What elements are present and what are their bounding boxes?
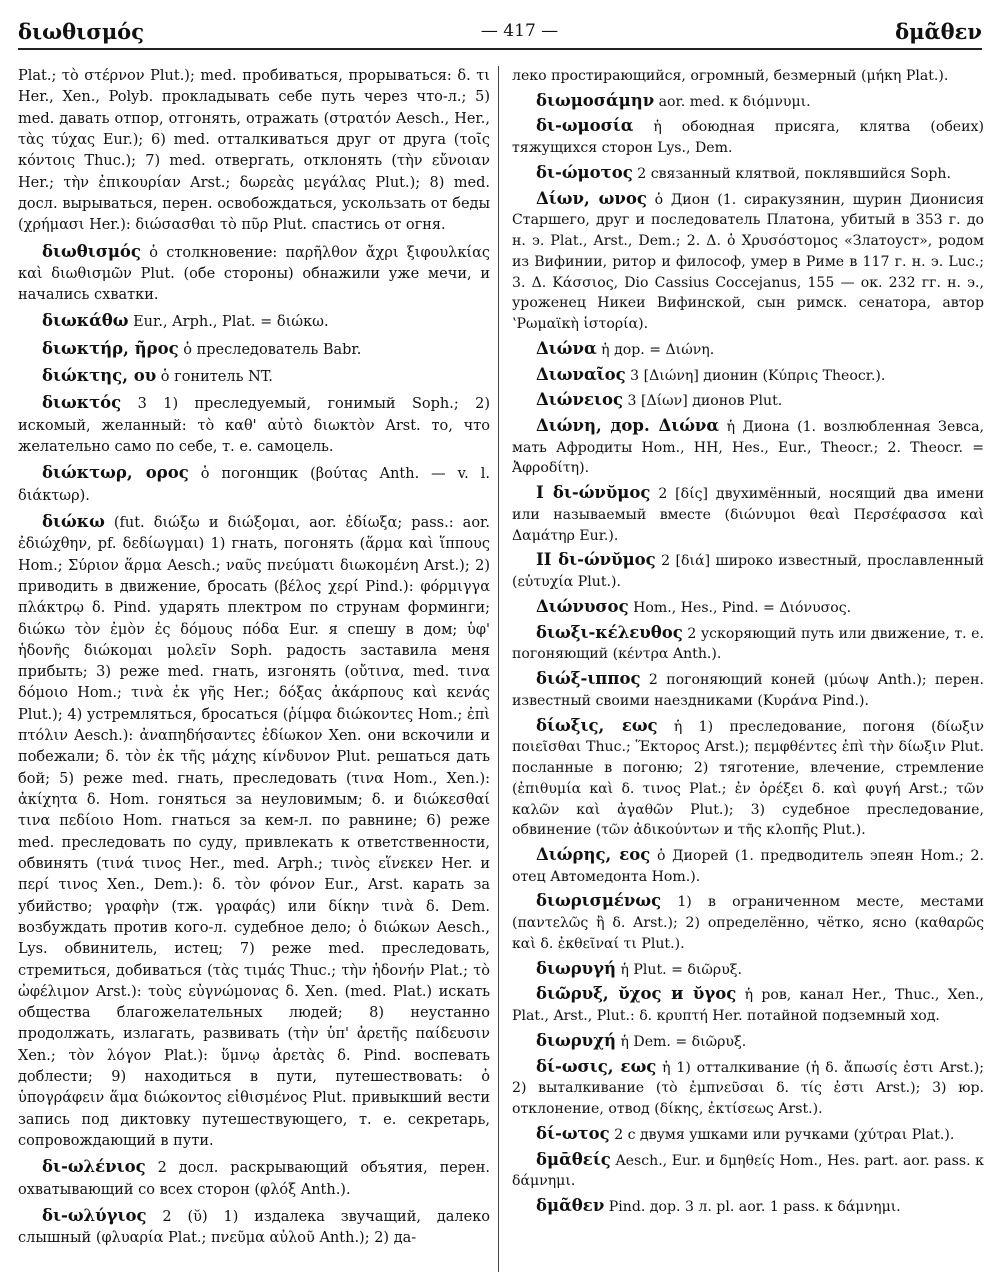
entry-text: 1) в ограниченном месте, местами (παντελῶς ἢ δ. Arst.); 2) определённо, чётко, ясно (καθαρῶς καὶ δ. ἐκθεῖναί τι Plut.).: [512, 894, 984, 952]
entry-text: ἡ обоюдная присяга, клятва (обеих) тяжущихся сторон Lys., Dem.: [512, 119, 984, 157]
entry-headword: διώκτης, ου: [42, 366, 157, 386]
entry-text: ἡ дор. = Διώνη.: [601, 341, 715, 358]
entry-text: Pind. дор. 3 л. pl. aor. 1 pass. к δάμνημι.: [608, 1198, 901, 1215]
entry-headword: I δι-ώνῠμος: [536, 483, 651, 503]
entry-headword: Διώνη, дор. Διώνα: [536, 416, 720, 436]
running-head-left: διωθισμός: [18, 18, 144, 44]
dictionary-entry: [512, 339, 984, 361]
entry-text: 2 ускоряющий путь или движение, т. е. погоняющий (κέντρα Anth.).: [512, 625, 984, 663]
entry-text: ἡ Dem. = διῶρυξ.: [620, 1033, 747, 1050]
dictionary-entry: [512, 365, 984, 387]
dictionary-entry: [512, 390, 984, 412]
entry-headword: δι-ώμοτος: [536, 162, 633, 182]
entry-text: ὁ погонщик (βούτας Anth. — v. l. διάκτωρ).: [18, 466, 490, 504]
entry-text: 3 [Δίων] дионов Plut.: [627, 393, 783, 410]
entry-text: ἡ ров, канал Her., Thuc., Xen., Plat., Arst., Plut.: δ. κρυπτή Her. потайной подземный ход.: [512, 987, 984, 1025]
entry-headword: Διώρης, εος: [536, 844, 651, 864]
right-column: [512, 66, 984, 1278]
entry-headword: διῶρυξ, ῠχος и ῠγος: [536, 984, 737, 1004]
dictionary-entry: [18, 338, 490, 361]
entry-text: Eur., Arph., Plat. = διώκω.: [133, 314, 329, 331]
entry-headword: δμᾱθείς: [536, 1149, 611, 1169]
entry-headword: διωρυγή: [536, 958, 617, 978]
dictionary-entry: [512, 189, 984, 335]
dictionary-entry: [512, 1196, 984, 1218]
dictionary-entry: [18, 511, 490, 1152]
dictionary-entry: [512, 550, 984, 592]
entry-headword: δμᾶθεν: [536, 1195, 605, 1215]
entry-headword: δι-ωμοσία: [536, 116, 634, 136]
dictionary-entry: [512, 91, 984, 113]
dictionary-entry: [512, 669, 984, 711]
dictionary-entry: [512, 1031, 984, 1053]
dictionary-entry: [18, 241, 490, 307]
entry-text: 2 (ῠ) 1) издалека звучащий, далеко слышный (φλυαρία Plat.; πνεῦμα αὐλοῦ Anth.); 2) да-: [18, 1208, 490, 1247]
entry-headword: δί-ωσις, εως: [536, 1056, 657, 1076]
dictionary-entry: [18, 310, 490, 333]
left-column: [18, 66, 490, 1278]
entry-headword: Διώνα: [536, 338, 597, 358]
entry-headword: διωθισμός: [42, 241, 141, 261]
dictionary-entry: [512, 66, 984, 87]
entry-text: ὁ Дион (1. сиракузянин, шурин Дионисия Старшего, друг и последователь Платона, убитый в 353 г. до н. э. Plat., Arst., Dem.; 2. Δ. ὁ Χρυσόστομος «Златоуст», родом из Вифинии, ритор и философ, умер в Риме в 117 г. н. э. Luc.; 3. Δ. Κάσσιος, Dio Cassius Coccejanus, 155 — ок. 232 гг. н. э., уроженец Никеи Вифинской, сын римск. сенатора, автор ʽΡωμαϊκὴ ἱστορία).: [512, 191, 984, 333]
dictionary-entry: [512, 984, 984, 1026]
dictionary-entry: [18, 66, 490, 237]
dictionary-entry: [512, 1057, 984, 1120]
entry-text: 2 [διά] широко известный, прославленный (εὐτυχία Plut.).: [512, 553, 984, 591]
dictionary-entry: [512, 597, 984, 619]
entry-text: (fut. διώξω и διώξομαι, aor. ἐδίωξα; pass.: aor. ἐδιώχθην, pf. δεδίωγμαι) 1) гнать, погонять (ἅρμα καὶ ἵππους Hom.; Σύριον ἅρμα Aesch.; ναῦς πνεύματι διωκομένη Arst.); 2) приводить в движение, бросать (βέλος χερί Pind.): φόρμιγγα πλάκτρῳ δ. Pind. ударять плектром по струнам форминги; διώκω τὸν ἐμὸν ἐς δόμους πόδα Eur. я спешу в дом; ὑφ' ἡδονῆς διώκομαι μολεῖν Soph. радость заставила меня прибыть; 3) реже med. гнать, изгонять (οὔτινα, med. τινα δόμοιο Hom.; τινὰ ἐκ γῆς Her.; δόξας ἀκάρπους καὶ κενάς Plut.); 4) устремляться, бросаться (ῥίμφα διώκοντες Hom.; ἐπὶ πτόλιν Aesch.): ἀναπηδήσαντες ἐδίωκον Xen. они вскочили и побежали; δ. τὸν ἐκ τῆς μάχης κίνδυνον Plut. решаться дать бой; 5) реже med. гнать, преследовать (τινα Hom., Xen.): ἀκίχητα δ. Hom. гоняться за неуловимым; δ. и διώκεσθαί τινα πεδίοιο Hom. гнаться за кем-л. по равнине; 6) реже med. преследовать по суду, привлекать к ответственности, обвинять (τινά τινος Her., med. Arph.; τινὸς εἵνεκεν Her. и περί τινος Xen., Dem.): δ. τὸν φόνον Eur., Arst. карать за убийство; γραφὴν (тж. γραφάς) или δίκην τινὰ δ. Dem. возбуждать против кого-л. судебное дело; ὁ διώκων Aesch., Lys. обвинитель, истец; 7) реже med. преследовать, стремиться, добиваться (τὰς τιμάς Thuc.; τὴν ἡδονήν Plat.; τὸ ὠφέλιμον Arst.): τοὺς εὐγνώμονας δ. Xen. (med. Plat.) искать общества благожелательных людей; 8) неустанно продолжать, излагать, развивать (τὴν ὑπ' ἀρετῆς παίδευσιν Xen.; τὸν λόγον Plat.): ὕμνῳ ἀρετὰς δ. Pind. воспевать доблести; 9) находиться в пути, путешествовать: ὁ ὑπογράφειν ἅμα διώκοντος εἰθισμένος Plut. привыкший вести запись под диктовку путешествующего, т. е. секретарь, сопровождающий в пути.: [18, 514, 490, 1149]
entry-text: 3 [Διώνη] дионин (Κύπρις Theocr.).: [630, 367, 886, 384]
entry-text: леко простирающийся, огромный, безмерный (μήκη Plat.).: [512, 68, 949, 84]
dictionary-entry: [18, 1156, 490, 1201]
dictionary-entry: [512, 116, 984, 158]
column-divider: [498, 66, 499, 1272]
entry-headword: II δι-ώνῠμος: [536, 550, 656, 570]
entry-headword: διωκάθω: [42, 311, 129, 331]
entry-headword: διωρυχή: [536, 1030, 616, 1050]
dictionary-entry: [512, 845, 984, 887]
entry-headword: διώκω: [42, 511, 105, 531]
entry-text: aor. med. к διόμνυμι.: [658, 93, 811, 110]
entry-text: ὁ гонитель NT.: [160, 369, 273, 386]
running-head-right: δμᾶθεν: [895, 18, 982, 44]
entry-headword: Διώνειος: [536, 390, 624, 410]
page-number: — 417 —: [480, 21, 559, 41]
dictionary-entry: [18, 462, 490, 507]
entry-text: Hom., Hes., Pind. = Διόνυσος.: [633, 599, 852, 616]
dictionary-entry: [512, 1150, 984, 1192]
dictionary-entry: [18, 392, 490, 458]
dictionary-entry: [512, 891, 984, 954]
entry-text: ἡ 1) отталкивание (ἡ δ. ἄπωσίς ἐστι Arst.); 2) выталкивание (τὸ ἐμπνεῦσαι δ. τίς ἐστι Arst.); 3) юр. отклонение, отвод (δίκης, ἐκτίσεως Arst.).: [512, 1059, 984, 1118]
entry-text: ὁ столкновение: παρῆλθον ἄχρι ξιφουλκίας καὶ διωθισμῶν Plut. (обе стороны) обнажили уже мечи, и начались схватки.: [18, 244, 490, 304]
entry-headword: διωξι-κέλευθος: [536, 622, 683, 642]
page-header: [18, 14, 982, 50]
entry-text: Plat.; τὸ στέρνον Plut.); med. пробиваться, прорываться: δ. τι Her., Xen., Polyb. прокладывать себе путь через что-л.; 5) med. давать отпор, отгонять, отражать (στρατόν Aesch., Her., τὰς τύχας Eur.); 6) med. отталкиваться друг от друга (τοῖς κόντοις Thuc.); 7) med. отвергать, отклонять (τὴν εὔνοιαν Her.; τὴν ἐπικουρίαν Arst.; δωρεὰς μεγάλας Plut.); 8) med. досл. вырываться, перен. освобождаться, ускользать от беды (χρήμασι Her.): διώσασθαι τὸ πῦρ Plut. спастись от огня.: [18, 68, 490, 234]
dictionary-entry: [512, 959, 984, 981]
entry-headword: διώκτωρ, ορος: [42, 463, 189, 483]
entry-headword: διωκτήρ, ῆρος: [42, 338, 179, 358]
entry-headword: διωκτός: [42, 393, 122, 413]
entry-text: ἡ Диона (1. возлюбленная Зевса, мать Афродиты Hom., HH, Hes., Eur., Theocr.; 2. Theocr. = Ἀφροδίτη).: [512, 419, 984, 477]
entry-text: 2 связанный клятвой, поклявшийся Soph.: [637, 165, 951, 182]
dictionary-entry: [512, 416, 984, 479]
dictionary-entry: [512, 623, 984, 665]
entry-headword: Διωναῖος: [536, 364, 626, 384]
entry-headword: Δίων, ωνος: [536, 188, 647, 208]
entry-headword: δίωξις, εως: [536, 715, 658, 735]
entry-headword: δι-ωλένιος: [42, 1157, 146, 1177]
dictionary-entry: [512, 163, 984, 185]
entry-text: 3 1) преследуемый, гонимый Soph.; 2) искомый, желанный: τὸ καθ' αὐτὸ διωκτὸν Arst. то, что желательно само по себе, т. е. самоцель.: [18, 396, 490, 455]
entry-headword: δι-ωλύγιος: [42, 1205, 147, 1225]
entry-text: 2 с двумя ушками или ручками (χύτραι Plat.).: [614, 1126, 955, 1143]
dictionary-entry: [18, 365, 490, 388]
entry-text: ὁ преследователь Babr.: [183, 341, 362, 358]
entry-text: ἡ 1) преследование, погоня (δίωξιν ποιεῖσθαι Thuc.; Ἕκτορος Arst.); πεμφθέντες ἐπὶ τὴν δίωξιν Plut. посланные в погоню; 2) тяготение, влечение, стремление (ἐπιθυμία καὶ δ. τινος Plat.; ἐν ὀρέξει δ. καὶ φυγή Arst.; τῶν καλῶν καὶ ἀγαθῶν Plut.); 3) судебное преследование, обвинение (τῶν ἀδικούντων и τῆς κλοπῆς Plut.).: [512, 718, 984, 839]
entry-text: 2 [δίς] двухимённый, носящий два имени или называемый вместе (διώνυμοι θεαὶ Περσέφασσα καὶ Δαμάτηρ Eur.).: [512, 486, 984, 544]
entry-headword: Διώνυσος: [536, 596, 629, 616]
entry-text: ὁ Диорей (1. предводитель эпеян Hom.; 2. отец Автомедонта Hom.).: [512, 847, 984, 885]
entry-text: Aesch., Eur. и δμηθείς Hom., Hes. part. aor. pass. к δάμνημι.: [512, 1152, 984, 1190]
entry-text: ἡ Plut. = διῶρυξ.: [620, 961, 743, 978]
dictionary-entry: [18, 1205, 490, 1250]
entry-headword: διωρισμένως: [536, 891, 662, 911]
entry-text: 2 погоняющий коней (μύωψ Anth.); перен. известный своими наездниками (Κυράνα Pind.).: [512, 672, 984, 709]
dictionary-entry: [512, 716, 984, 841]
entry-headword: διωμοσάμην: [536, 90, 655, 110]
dictionary-entry: [512, 483, 984, 546]
entry-text: 2 досл. раскрывающий объятия, перен. охватывающий со всех сторон (φλόξ Anth.).: [18, 1160, 490, 1198]
entry-headword: διώξ-ιππος: [536, 669, 641, 689]
entry-headword: δί-ωτος: [536, 1123, 610, 1143]
dictionary-entry: [512, 1124, 984, 1146]
